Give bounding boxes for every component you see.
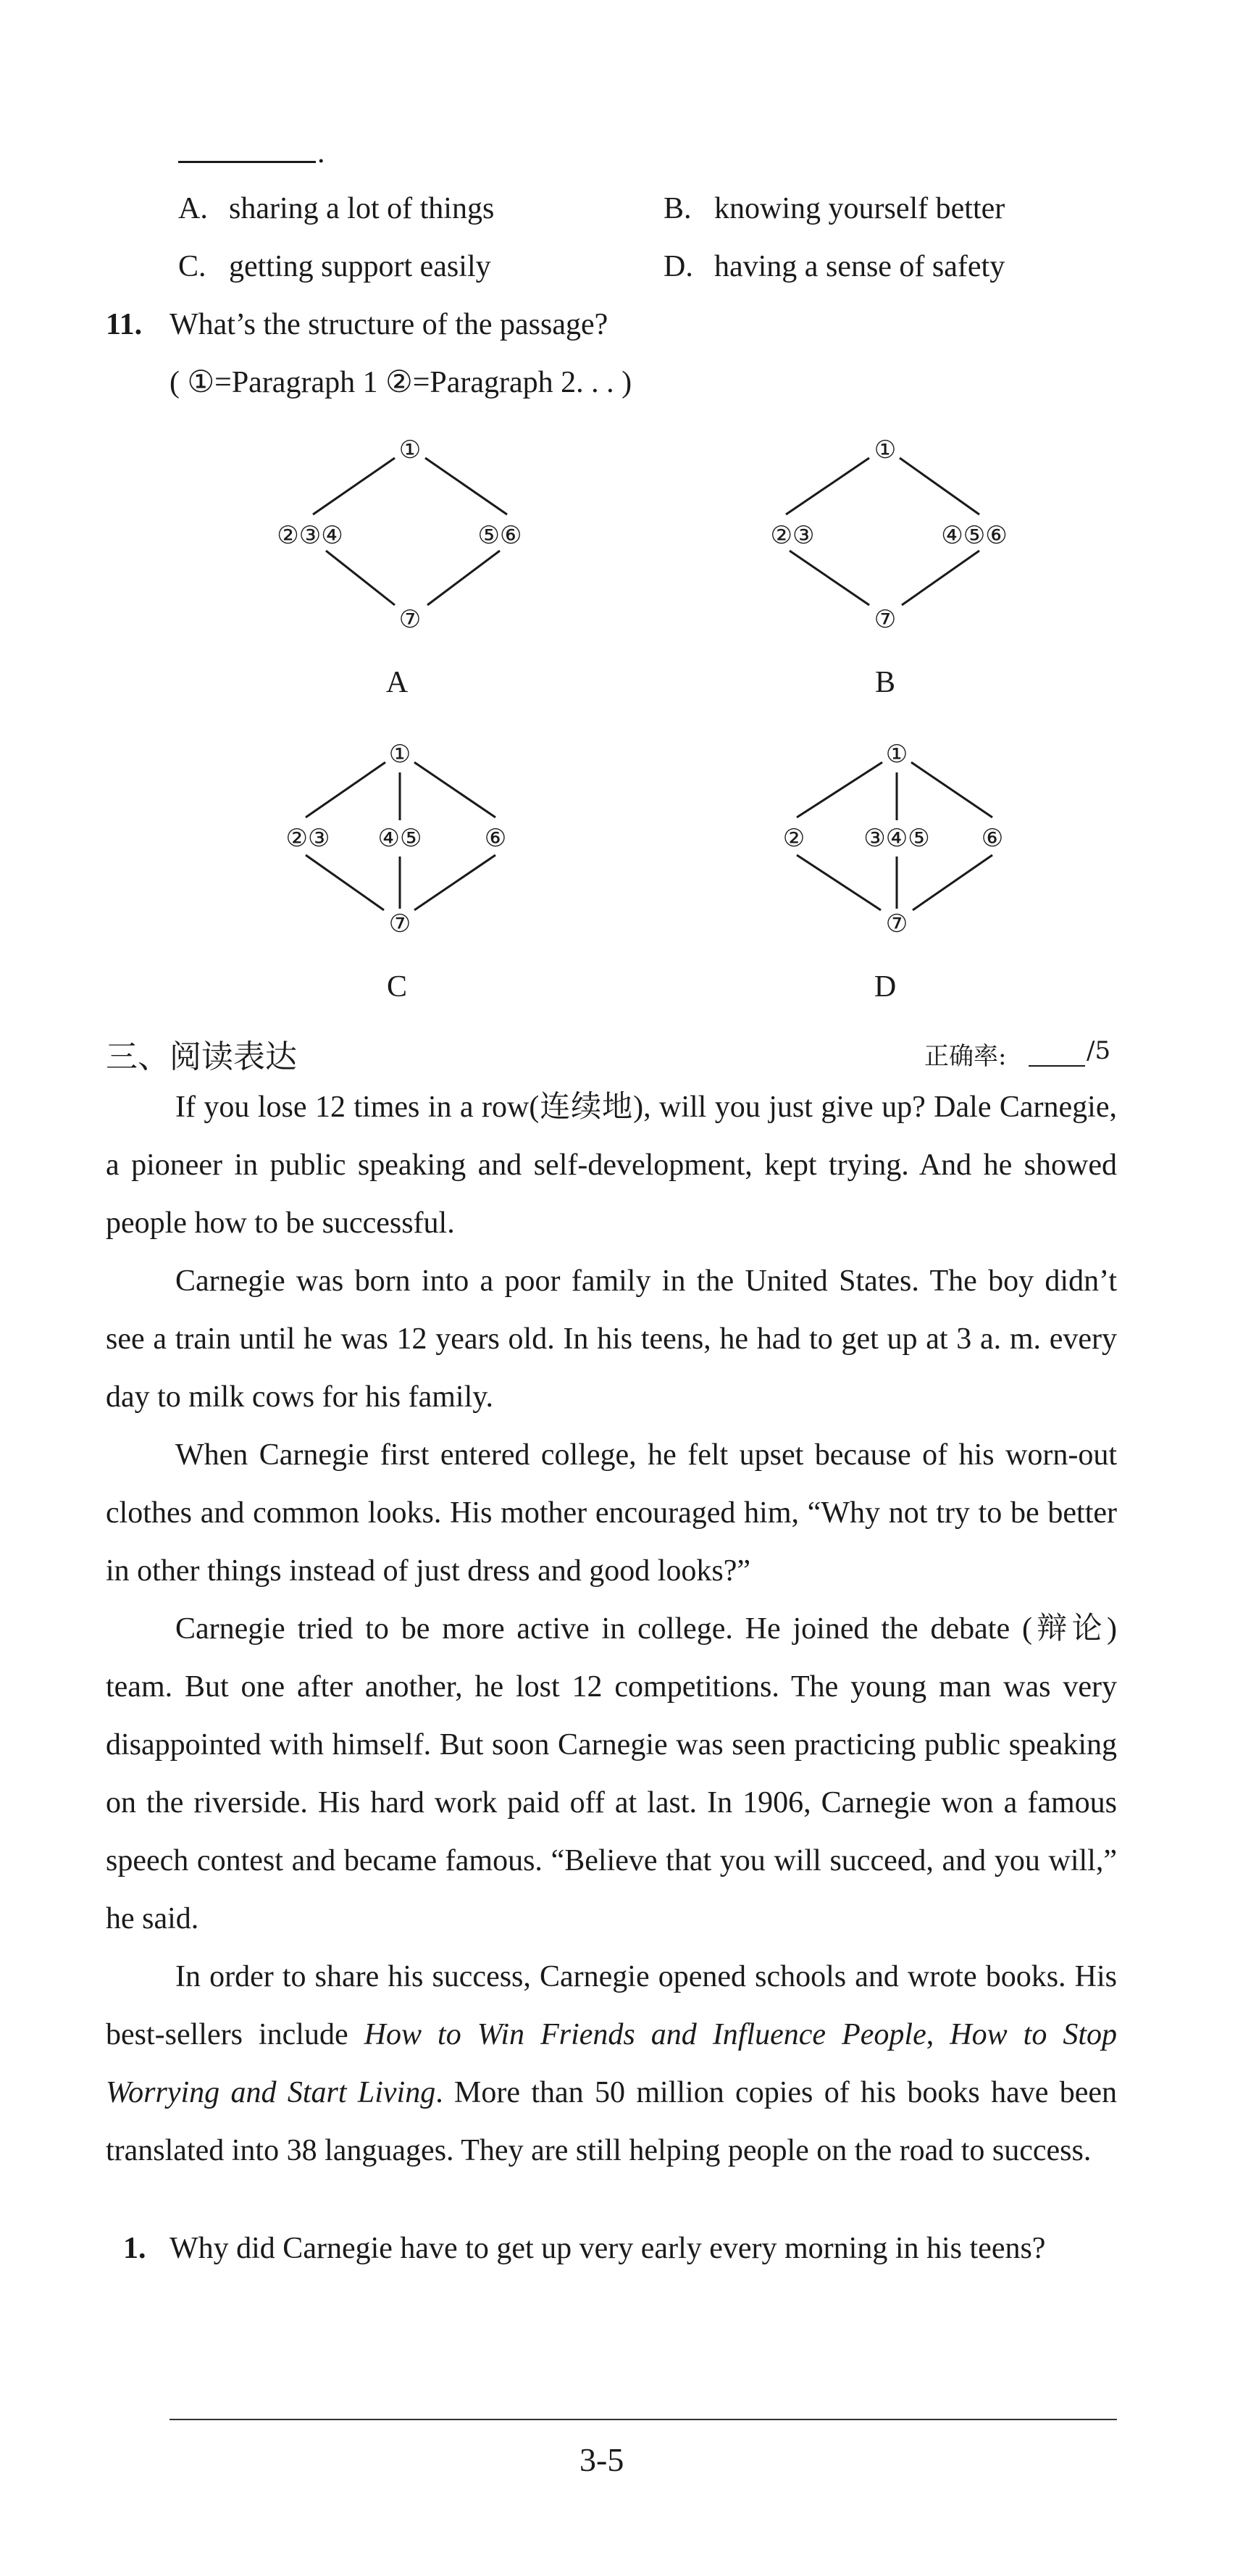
accuracy-total: /5 xyxy=(1087,1036,1111,1065)
accuracy-blank[interactable] xyxy=(1029,1065,1085,1067)
diagram-label-a[interactable]: A xyxy=(385,666,409,699)
q1-text: Why did Carnegie have to get up very early every morning in his teens? xyxy=(170,2232,1046,2265)
q11-legend: ( ①=Paragraph 1 ②=Paragraph 2. . . ) xyxy=(170,366,632,399)
diagram-d-right: ⑥ xyxy=(981,824,1004,853)
option-text: having a sense of safety xyxy=(714,250,1005,283)
section-title: 三、阅读表达 xyxy=(106,1038,297,1075)
diagram-b-right: ④⑤⑥ xyxy=(941,521,1008,550)
passage-paragraph-2: Carnegie was born into a poor family in the United States. The boy didn’t see a train until he was 12 years old. In his teens, he had to get up at 3 a. m. every day to milk cows for his family. xyxy=(106,1264,1117,1414)
diagram-a-top: ① xyxy=(398,435,422,464)
diagram-label-c[interactable]: C xyxy=(386,970,407,1004)
diagram-c-left: ②③ xyxy=(285,824,330,853)
diagram-d-center: ③④⑤ xyxy=(863,824,930,853)
q11-number: 11. xyxy=(106,308,143,341)
diagram-d-top: ① xyxy=(885,740,908,769)
diagram-label-d[interactable]: D xyxy=(874,970,897,1004)
diagram-a-bottom: ⑦ xyxy=(398,605,422,634)
diagram-b-top: ① xyxy=(874,435,897,464)
diagram-c-top: ① xyxy=(388,740,411,769)
diagram-c-bottom: ⑦ xyxy=(388,909,411,938)
diagram-c-right: ⑥ xyxy=(484,824,507,853)
q1-number: 1. xyxy=(123,2232,146,2265)
diagram-a-right: ⑤⑥ xyxy=(477,521,522,550)
option-letter: D. xyxy=(664,250,693,283)
diagram-c-center: ④⑤ xyxy=(377,824,422,853)
footer-divider xyxy=(170,2419,1117,2420)
passage-paragraph-5: In order to share his success, Carnegie opened schools and wrote books. His best-sellers include How to Win Friends and Influence People, How to Stop Worrying and Start Living. More than 50 million copies of his books have been translated into 38 languages. They are still helping people on the road to success. xyxy=(106,1960,1118,2167)
passage-paragraph-3: When Carnegie first entered college, he felt upset because of his worn-out clothes and common looks. His mother encouraged him, “Why not try to be better in other things instead of just dress and good looks?” xyxy=(106,1438,1117,1588)
option-letter: B. xyxy=(664,192,692,225)
q10-blank-period: . xyxy=(317,136,325,170)
option-text: knowing yourself better xyxy=(714,192,1005,225)
diagram-b-bottom: ⑦ xyxy=(874,605,897,634)
page-number: 3-5 xyxy=(579,2441,624,2478)
diagram-b-left: ②③ xyxy=(770,521,815,550)
passage-paragraph-4: Carnegie tried to be more active in college. He joined the debate (辩论) team. But one after another, he lost 12 competitions. The young man was very disappointed with himself. But soon Carnegie was seen practicing public speaking on the riverside. His hard work paid off at last. In 1906, Carnegie won a famous speech contest and became famous. “Believe that you will succeed, and you will,” he said. xyxy=(106,1612,1117,1935)
diagram-d-left: ② xyxy=(782,824,805,853)
q11-question: What’s the structure of the passage? xyxy=(170,308,608,341)
passage-paragraph-1: If you lose 12 times in a row(连续地), will you just give up? Dale Carnegie, a pioneer in public speaking and self-development, kept trying. And he showed people how to be successful. xyxy=(106,1091,1117,1240)
structure-diagrams xyxy=(0,0,1243,1029)
diagram-label-b[interactable]: B xyxy=(874,666,895,699)
diagram-d-bottom: ⑦ xyxy=(885,909,908,938)
accuracy-label: 正确率: xyxy=(924,1042,1007,1071)
option-letter: A. xyxy=(178,192,208,225)
book-title-1: How to Win Friends and Influence People xyxy=(364,2018,926,2051)
option-text: sharing a lot of things xyxy=(229,192,495,225)
option-text: getting support easily xyxy=(229,250,491,283)
book-title-2: How to Stop Worrying and Start Living xyxy=(106,2018,1118,2109)
option-letter: C. xyxy=(178,250,206,283)
diagram-a-left: ②③④ xyxy=(277,521,343,550)
